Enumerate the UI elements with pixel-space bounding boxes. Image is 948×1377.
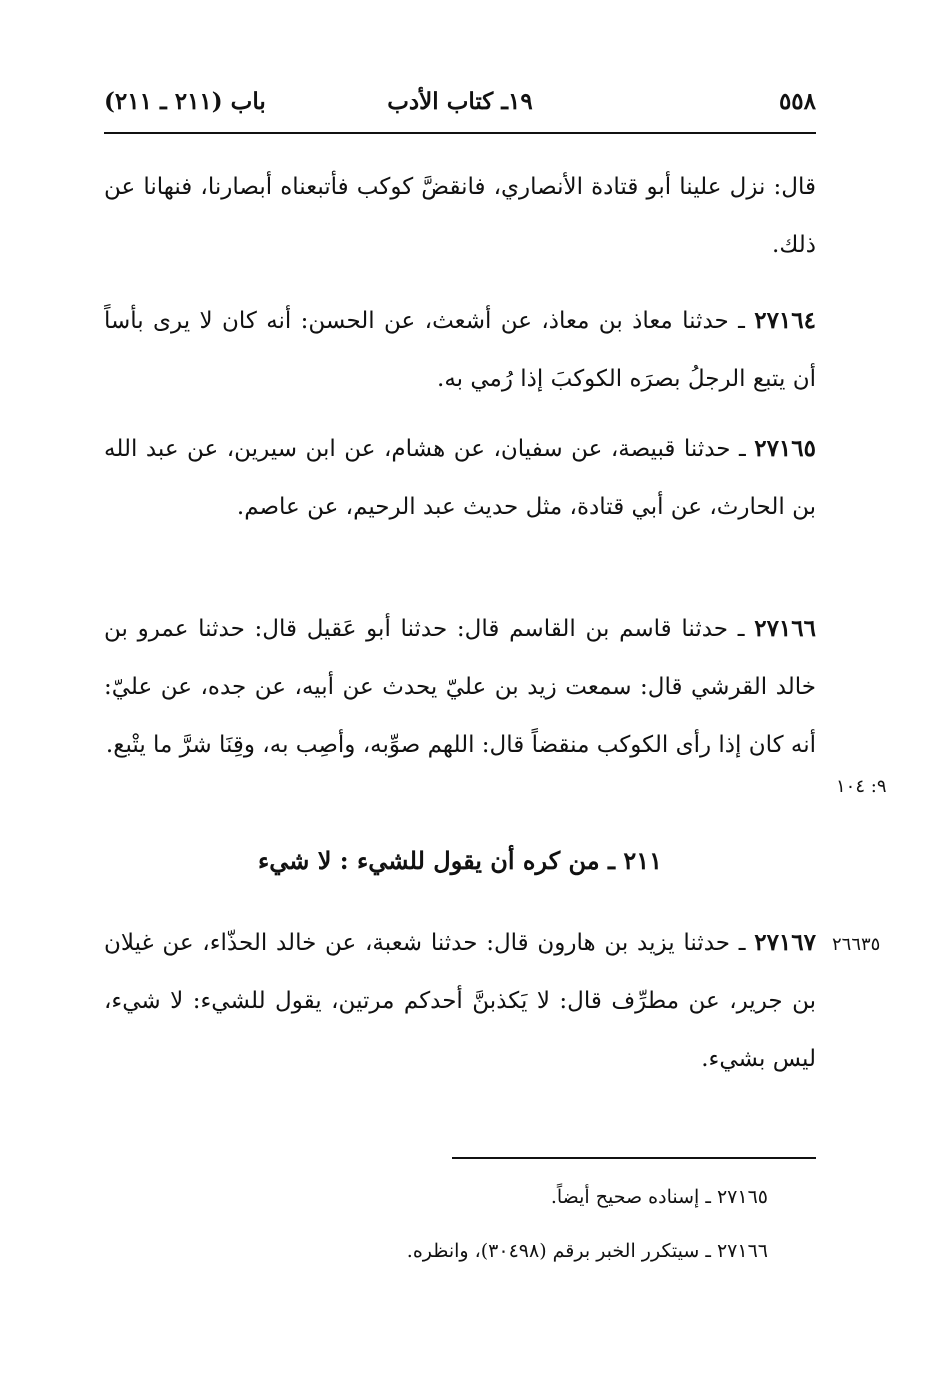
chapter-range: باب (٢١١ ـ ٢١١) <box>104 88 266 115</box>
section-title: ٢١١ ـ من كره أن يقول للشيء : لا شيء <box>257 846 663 875</box>
paragraph-text: ـ حدثنا يزيد بن هارون قال: حدثنا شعبة، عن خالد الحذّاء، عن غيلان بن جرير، عن مطرِّف قال: لا يَكذبنَّ أحدكم مرتين، يقول للشيء: لا شيء، ليس بشيء. <box>104 930 816 1072</box>
footnote-rule <box>452 1157 816 1159</box>
hadith-number: ٢٧١٦٧ <box>754 929 816 956</box>
hadith-paragraph <box>104 914 816 1088</box>
paragraph-text: ـ حدثنا قبيصة، عن سفيان، عن هشام، عن ابن سيرين، عن عبد الله بن الحارث، عن أبي قتادة، مثل حديث عبد الرحيم، عن عاصم. <box>104 436 816 520</box>
hadith-number: ٢٧١٦٦ <box>754 615 816 642</box>
hadith-number: ٢٧١٦٤ <box>754 307 816 334</box>
hadith-paragraph <box>104 420 816 536</box>
paragraph-text: قال: نزل علينا أبو قتادة الأنصاري، فانقضَّ كوكب فأتبعناه أبصارنا، فنهانا عن ذلك. <box>104 174 816 258</box>
paragraph-continuation <box>104 158 816 274</box>
paragraph-text: ـ حدثنا معاذ بن معاذ، عن أشعث، عن الحسن: أنه كان لا يرى بأساً أن يتبع الرجلُ بصرَه الكوكبَ إذا رُمي به. <box>104 308 816 392</box>
hadith-paragraph <box>104 292 816 408</box>
page-number: ٥٥٨ <box>778 88 816 115</box>
footnote: ٢٧١٦٦ ـ سيتكرر الخبر برقم (٣٠٤٩٨)، وانظره. <box>406 1240 768 1262</box>
running-header <box>104 88 816 124</box>
hadith-paragraph <box>104 600 816 774</box>
footnote: ٢٧١٦٥ ـ إسناده صحيح أيضاً. <box>550 1186 768 1208</box>
hadith-number: ٢٧١٦٥ <box>754 435 816 462</box>
header-rule <box>104 132 816 134</box>
margin-reference: ٢٦٦٣٥ <box>832 934 881 955</box>
book-title: ١٩ـ كتاب الأدب <box>387 88 533 115</box>
paragraph-text: ـ حدثنا قاسم بن القاسم قال: حدثنا أبو عَقيل قال: حدثنا عمرو بن خالد القرشي قال: سمعت زيد بن عليّ يحدث عن أبيه، عن جده، عن عليّ: أنه كان إذا رأى الكوكب منقضاً قال: اللهم صوِّبه، وأصِب به، وقِنَا شرَّ ما يتْبع. <box>104 616 816 758</box>
margin-reference: ٩: ١٠٤ <box>836 776 887 797</box>
